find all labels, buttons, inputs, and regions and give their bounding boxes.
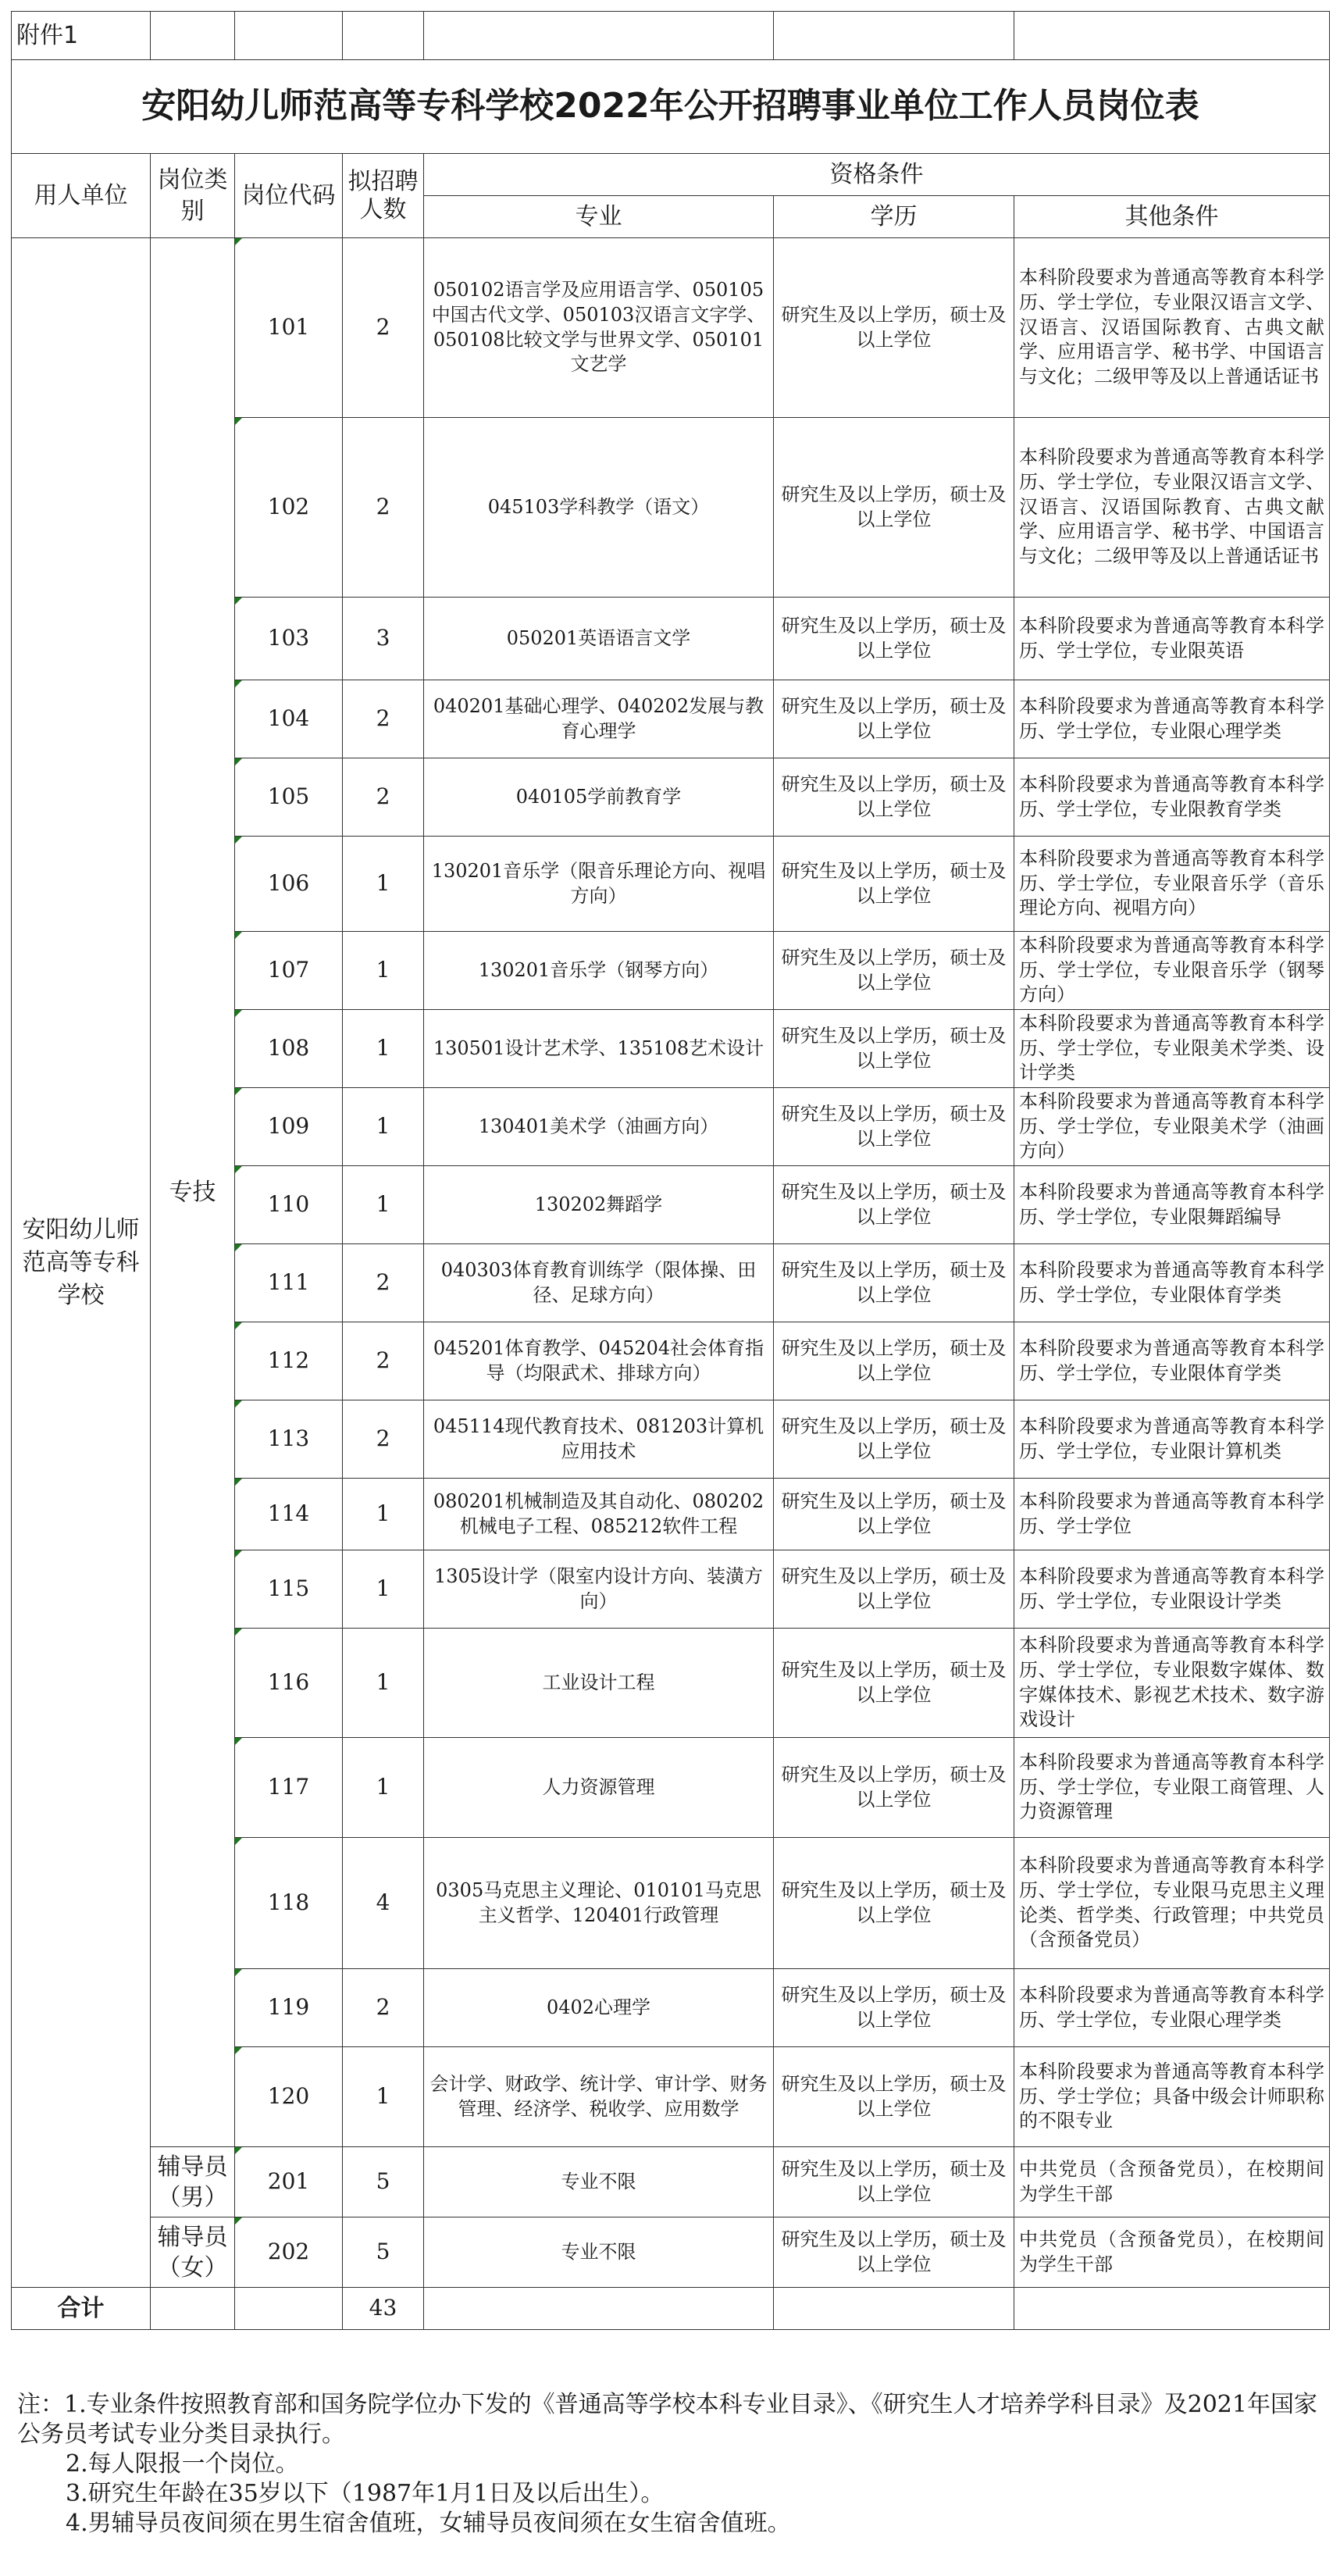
post-major: 专业不限 <box>424 2217 774 2288</box>
post-education: 研究生及以上学历，硕士及以上学位 <box>774 680 1014 758</box>
post-major: 工业设计工程 <box>424 1629 774 1738</box>
post-count: 2 <box>343 1969 424 2047</box>
table-row <box>12 238 1330 418</box>
post-other: 本科阶段要求为普通高等教育本科学历、学士学位；具备中级会计师职称的不限专业 <box>1014 2047 1330 2147</box>
post-code: 118 <box>235 1838 343 1969</box>
post-count: 2 <box>343 680 424 758</box>
post-code: 116 <box>235 1629 343 1738</box>
post-count: 1 <box>343 1088 424 1166</box>
post-education: 研究生及以上学历，硕士及以上学位 <box>774 238 1014 418</box>
page-title: 安阳幼儿师范高等专科学校2022年公开招聘事业单位工作人员岗位表 <box>12 60 1330 154</box>
post-other: 本科阶段要求为普通高等教育本科学历、学士学位，专业限数字媒体、数字媒体技术、影视艺术技术、数字游戏设计 <box>1014 1629 1330 1738</box>
post-code: 201 <box>235 2147 343 2217</box>
post-major: 1305设计学（限室内设计方向、装潢方向） <box>424 1550 774 1629</box>
post-code: 112 <box>235 1322 343 1400</box>
post-code: 113 <box>235 1400 343 1479</box>
post-major: 专业不限 <box>424 2147 774 2217</box>
post-other: 本科阶段要求为普通高等教育本科学历、学士学位，专业限体育学类 <box>1014 1244 1330 1322</box>
post-count: 2 <box>343 238 424 418</box>
post-major: 045103学科教学（语文） <box>424 418 774 598</box>
post-education: 研究生及以上学历，硕士及以上学位 <box>774 2147 1014 2217</box>
post-education: 研究生及以上学历，硕士及以上学位 <box>774 598 1014 680</box>
post-education: 研究生及以上学历，硕士及以上学位 <box>774 418 1014 598</box>
post-education: 研究生及以上学历，硕士及以上学位 <box>774 837 1014 932</box>
note-3: 3.研究生年龄在35岁以下（1987年1月1日及以后出生）。 <box>66 2480 665 2507</box>
post-education: 研究生及以上学历，硕士及以上学位 <box>774 1010 1014 1088</box>
post-other: 本科阶段要求为普通高等教育本科学历、学士学位，专业限音乐学（音乐理论方向、视唱方向） <box>1014 837 1330 932</box>
post-education: 研究生及以上学历，硕士及以上学位 <box>774 1550 1014 1629</box>
category-counselor: 辅导员（女） <box>151 2217 235 2288</box>
post-education: 研究生及以上学历，硕士及以上学位 <box>774 1479 1014 1550</box>
post-major: 050201英语语言文学 <box>424 598 774 680</box>
post-major: 会计学、财政学、统计学、审计学、财务管理、经济学、税收学、应用数学 <box>424 2047 774 2147</box>
table-row <box>12 2147 1330 2217</box>
post-education: 研究生及以上学历，硕士及以上学位 <box>774 1838 1014 1969</box>
post-major: 0305马克思主义理论、010101马克思主义哲学、120401行政管理 <box>424 1838 774 1969</box>
total-count: 43 <box>343 2288 424 2330</box>
post-other: 本科阶段要求为普通高等教育本科学历、学士学位，专业限计算机类 <box>1014 1400 1330 1479</box>
post-code: 110 <box>235 1166 343 1244</box>
post-code: 108 <box>235 1010 343 1088</box>
post-education: 研究生及以上学历，硕士及以上学位 <box>774 1629 1014 1738</box>
post-other: 本科阶段要求为普通高等教育本科学历、学士学位，专业限体育学类 <box>1014 1322 1330 1400</box>
post-code: 120 <box>235 2047 343 2147</box>
post-education: 研究生及以上学历，硕士及以上学位 <box>774 1322 1014 1400</box>
post-other: 中共党员（含预备党员），在校期间为学生干部 <box>1014 2147 1330 2217</box>
post-other: 本科阶段要求为普通高等教育本科学历、学士学位，专业限马克思主义理论类、哲学类、行政管理；中共党员（含预备党员） <box>1014 1838 1330 1969</box>
table-row <box>12 2217 1330 2288</box>
post-other: 本科阶段要求为普通高等教育本科学历、学士学位，专业限心理学类 <box>1014 680 1330 758</box>
post-count: 5 <box>343 2217 424 2288</box>
post-count: 1 <box>343 2047 424 2147</box>
recruitment-table <box>11 11 1330 2330</box>
post-code: 104 <box>235 680 343 758</box>
post-other: 本科阶段要求为普通高等教育本科学历、学士学位，专业限音乐学（钢琴方向） <box>1014 932 1330 1010</box>
post-major: 050102语言学及应用语言学、050105中国古代文学、050103汉语言文字学、050108比较文学与世界文学、050101文艺学 <box>424 238 774 418</box>
post-education: 研究生及以上学历，硕士及以上学位 <box>774 932 1014 1010</box>
note-4: 4.男辅导员夜间须在男生宿舍值班，女辅导员夜间须在女生宿舍值班。 <box>66 2510 791 2537</box>
post-count: 1 <box>343 1629 424 1738</box>
post-major: 0402心理学 <box>424 1969 774 2047</box>
post-count: 5 <box>343 2147 424 2217</box>
post-code: 119 <box>235 1969 343 2047</box>
post-count: 1 <box>343 932 424 1010</box>
header-count: 拟招聘人数 <box>343 154 424 238</box>
post-education: 研究生及以上学历，硕士及以上学位 <box>774 1738 1014 1838</box>
header-qualifications: 资格条件 <box>424 154 1330 196</box>
post-code: 109 <box>235 1088 343 1166</box>
post-code: 115 <box>235 1550 343 1629</box>
post-education: 研究生及以上学历，硕士及以上学位 <box>774 1088 1014 1166</box>
post-other: 本科阶段要求为普通高等教育本科学历、学士学位，专业限英语 <box>1014 598 1330 680</box>
post-count: 1 <box>343 1479 424 1550</box>
post-count: 4 <box>343 1838 424 1969</box>
post-code: 106 <box>235 837 343 932</box>
post-code: 117 <box>235 1738 343 1838</box>
post-count: 2 <box>343 1400 424 1479</box>
post-major: 130401美术学（油画方向） <box>424 1088 774 1166</box>
unit-name: 安阳幼儿师范高等专科学校 <box>12 238 151 2288</box>
post-education: 研究生及以上学历，硕士及以上学位 <box>774 1244 1014 1322</box>
post-other: 本科阶段要求为普通高等教育本科学历、学士学位 <box>1014 1479 1330 1550</box>
post-education: 研究生及以上学历，硕士及以上学位 <box>774 1166 1014 1244</box>
post-code: 107 <box>235 932 343 1010</box>
header-unit: 用人单位 <box>12 154 151 238</box>
post-other: 本科阶段要求为普通高等教育本科学历、学士学位，专业限设计学类 <box>1014 1550 1330 1629</box>
post-major: 080201机械制造及其自动化、080202机械电子工程、085212软件工程 <box>424 1479 774 1550</box>
post-major: 045201体育教学、045204社会体育指导（均限武术、排球方向） <box>424 1322 774 1400</box>
header-major: 专业 <box>424 196 774 238</box>
post-other: 本科阶段要求为普通高等教育本科学历、学士学位，专业限工商管理、人力资源管理 <box>1014 1738 1330 1838</box>
post-other: 本科阶段要求为普通高等教育本科学历、学士学位，专业限汉语言文学、汉语言、汉语国际教育、古典文献学、应用语言学、秘书学、中国语言与文化；二级甲等及以上普通话证书 <box>1014 418 1330 598</box>
header-education: 学历 <box>774 196 1014 238</box>
category-main: 专技 <box>151 238 235 2147</box>
post-code: 114 <box>235 1479 343 1550</box>
post-count: 2 <box>343 1244 424 1322</box>
header-other: 其他条件 <box>1014 196 1330 238</box>
post-major: 130201音乐学（钢琴方向） <box>424 932 774 1010</box>
post-count: 1 <box>343 1010 424 1088</box>
post-major: 130202舞蹈学 <box>424 1166 774 1244</box>
post-count: 2 <box>343 1322 424 1400</box>
post-other: 中共党员（含预备党员），在校期间为学生干部 <box>1014 2217 1330 2288</box>
post-major: 040105学前教育学 <box>424 758 774 837</box>
post-other: 本科阶段要求为普通高等教育本科学历、学士学位，专业限舞蹈编导 <box>1014 1166 1330 1244</box>
post-code: 103 <box>235 598 343 680</box>
post-count: 2 <box>343 418 424 598</box>
post-count: 1 <box>343 1550 424 1629</box>
post-other: 本科阶段要求为普通高等教育本科学历、学士学位，专业限汉语言文学、汉语言、汉语国际教育、古典文献学、应用语言学、秘书学、中国语言与文化；二级甲等及以上普通话证书 <box>1014 238 1330 418</box>
footnotes <box>17 2390 1329 2539</box>
post-other: 本科阶段要求为普通高等教育本科学历、学士学位，专业限美术学类、设计学类 <box>1014 1010 1330 1088</box>
post-code: 202 <box>235 2217 343 2288</box>
note-2: 2.每人限报一个岗位。 <box>66 2450 299 2478</box>
header-category: 岗位类别 <box>151 154 235 238</box>
post-major: 045114现代教育技术、081203计算机应用技术 <box>424 1400 774 1479</box>
post-education: 研究生及以上学历，硕士及以上学位 <box>774 1969 1014 2047</box>
post-other: 本科阶段要求为普通高等教育本科学历、学士学位，专业限教育学类 <box>1014 758 1330 837</box>
total-label: 合计 <box>12 2288 151 2330</box>
post-education: 研究生及以上学历，硕士及以上学位 <box>774 2047 1014 2147</box>
post-education: 研究生及以上学历，硕士及以上学位 <box>774 2217 1014 2288</box>
post-other: 本科阶段要求为普通高等教育本科学历、学士学位，专业限美术学（油画方向） <box>1014 1088 1330 1166</box>
post-count: 1 <box>343 1738 424 1838</box>
post-code: 101 <box>235 238 343 418</box>
post-code: 105 <box>235 758 343 837</box>
post-major: 人力资源管理 <box>424 1738 774 1838</box>
post-count: 3 <box>343 598 424 680</box>
post-major: 040201基础心理学、040202发展与教育心理学 <box>424 680 774 758</box>
post-major: 040303体育教育训练学（限体操、田径、足球方向） <box>424 1244 774 1322</box>
post-education: 研究生及以上学历，硕士及以上学位 <box>774 758 1014 837</box>
post-code: 102 <box>235 418 343 598</box>
post-code: 111 <box>235 1244 343 1322</box>
post-education: 研究生及以上学历，硕士及以上学位 <box>774 1400 1014 1479</box>
attachment-label: 附件1 <box>12 12 151 60</box>
category-counselor: 辅导员（男） <box>151 2147 235 2217</box>
post-count: 1 <box>343 1166 424 1244</box>
total-row <box>12 2288 1330 2330</box>
post-other: 本科阶段要求为普通高等教育本科学历、学士学位，专业限心理学类 <box>1014 1969 1330 2047</box>
post-count: 1 <box>343 837 424 932</box>
post-major: 130201音乐学（限音乐理论方向、视唱方向） <box>424 837 774 932</box>
post-major: 130501设计艺术学、135108艺术设计 <box>424 1010 774 1088</box>
note-1: 注：1.专业条件按照教育部和国务院学位办下发的《普通高等学校本科专业目录》、《研究生人才培养学科目录》及2021年国家公务员考试专业分类目录执行。 <box>17 2391 1317 2448</box>
post-count: 2 <box>343 758 424 837</box>
header-code: 岗位代码 <box>235 154 343 238</box>
